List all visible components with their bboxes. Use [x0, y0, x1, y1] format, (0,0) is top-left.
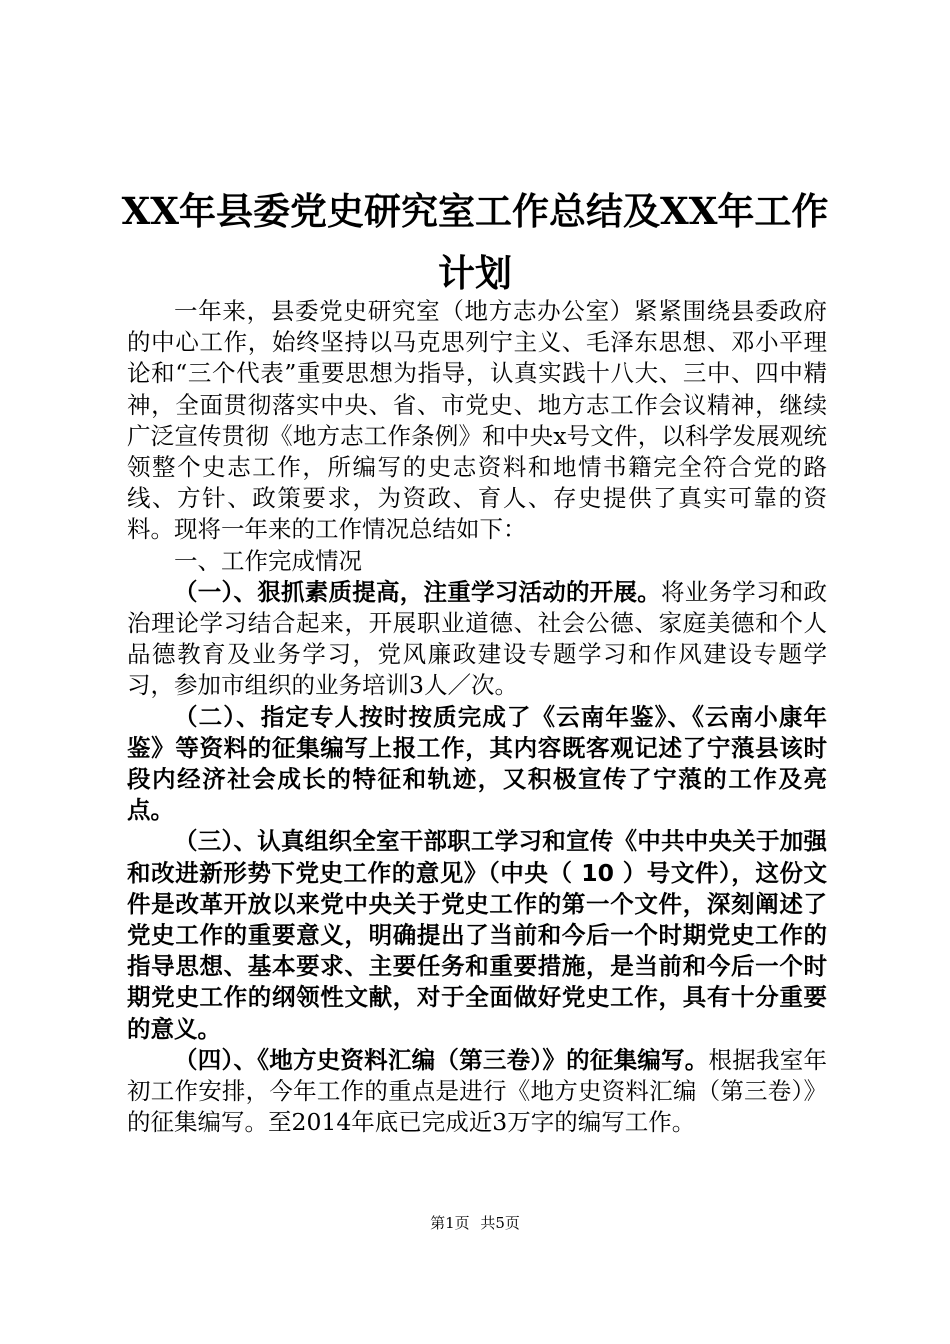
document-body: [127, 296, 827, 1138]
item-lead: （二）、指定专人按时按质完成了《云南年鉴》、《云南小康年鉴》等资料的征集编写上报工作，其内容既客观记述了宁蒗县该时段内经济社会成长的特征和轨迹，又积极宣传了宁蒗的工作及亮点。: [127, 702, 827, 825]
item-paragraph-3: [127, 826, 827, 1044]
item-paragraph-4: [127, 1045, 827, 1139]
item-lead: （三）、认真组织全室干部职工学习和宣传《中共中央关于加强和改进新形势下党史工作的意见》（中央（ 10 ）号文件），这份文件是改革开放以来党中央关于党史工作的第一个文件，深刻阐述了党史工作的重要意义，明确提出了当前和今后一个时期党史工作的指导思想、基本要求、主要任务和重要措施，是当前和今后一个时期党史工作的纲领性文献，对于全面做好党史工作，具有十分重要的意义。: [127, 827, 827, 1043]
item-text: 根据我室年初工作安排，今年工作的重点是进行《地方史资料汇编（第三卷）》的征集编写。至2014年底已完成近3万字的编写工作。: [127, 1045, 828, 1137]
page-total: 共5页: [480, 1214, 520, 1232]
item-paragraph-1: [127, 577, 827, 702]
item-paragraph-2: [127, 702, 827, 827]
page-number: 第1页: [430, 1214, 470, 1232]
section-heading: 一、工作完成情况: [174, 546, 362, 575]
item-lead: （一）、狠抓素质提高，注重学习活动的开展。: [174, 577, 661, 606]
item-text: 将业务学习和政治理论学习结合起来，开展职业道德、社会公德、家庭美德和个人品德教育及业务学习，党风廉政建设专题学习和作风建设专题学习，参加市组织的业务培训3人／次。: [127, 577, 827, 700]
intro-paragraph: 一年来，县委党史研究室（地方志办公室）紧紧围绕县委政府的中心工作，始终坚持以马克思列宁主义、毛泽东思想、邓小平理论和“三个代表”重要思想为指导，认真实践十八大、三中、四中精神，全面贯彻落实中央、省、市党史、地方志工作会议精神，继续广泛宣传贯彻《地方志工作条例》和中央x号文件，以科学发展观统领整个史志工作，所编写的史志资料和地情书籍完全符合党的路线、方针、政策要求，为资政、育人、存史提供了真实可靠的资料。现将一年来的工作情况总结如下：: [127, 297, 827, 544]
item-lead: （四）、《地方史资料汇编（第三卷）》的征集编写。: [174, 1045, 709, 1074]
document-title: XX年县委党史研究室工作总结及XX年工作计划: [121, 189, 829, 295]
page-footer: [0, 1212, 950, 1233]
